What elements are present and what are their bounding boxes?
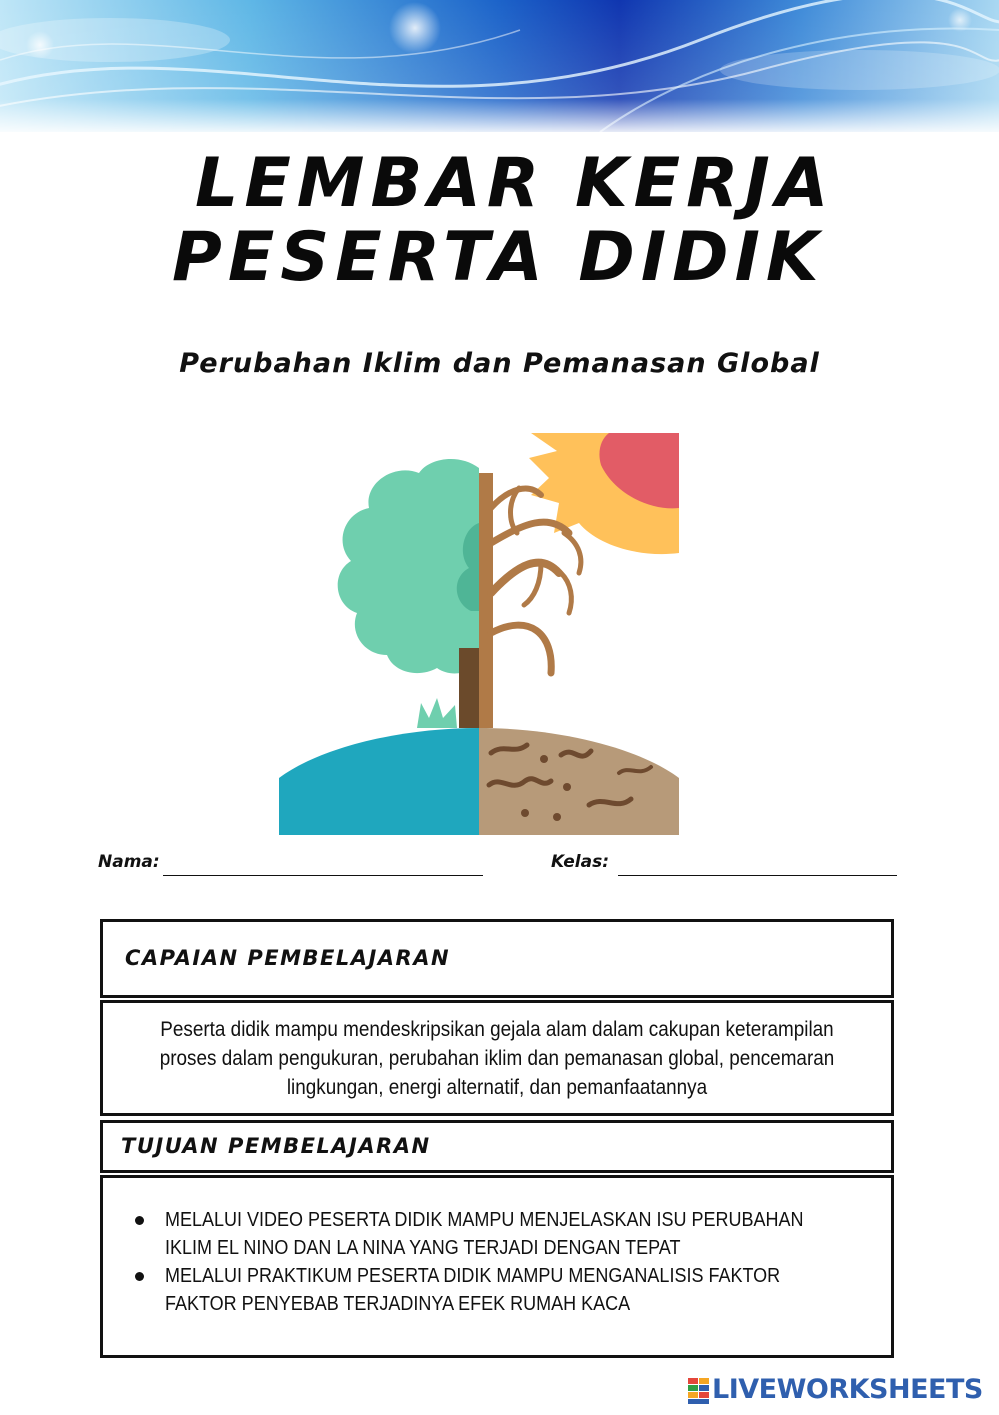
tujuan-item-text: MELALUI VIDEO PESERTA DIDIK MAMPU MENJELASKAN ISU PERUBAHAN IKLIM EL NINO DAN LA NINA YANG TERJADI DENGAN TEPAT xyxy=(165,1209,804,1259)
banner-background xyxy=(0,0,999,132)
capaian-content-box xyxy=(100,1000,894,1116)
bullet-icon xyxy=(135,1216,144,1225)
capaian-heading: CAPAIAN PEMBELAJARAN xyxy=(125,946,451,970)
title-line-1: LEMBAR KERJA xyxy=(195,144,835,223)
tujuan-content-box xyxy=(100,1175,894,1358)
tujuan-heading: TUJUAN PEMBELAJARAN xyxy=(121,1134,431,1158)
tujuan-heading-box xyxy=(100,1120,894,1173)
brand-name: LIVEWORKSHEETS xyxy=(712,1374,983,1405)
tujuan-item-text: MELALUI PRAKTIKUM PESERTA DIDIK MAMPU MENGANALISIS FAKTOR FAKTOR PENYEBAB TERJADINYA EFEK RUMAH KACA xyxy=(165,1265,781,1315)
capaian-text: Peserta didik mampu mendeskripsikan gejala alam dalam cakupan keterampilan proses dalam pengukuran, perubahan iklim dan pemanasan global, pencemaran lingkungan, energi alternatif, dan pemanfaatannya xyxy=(159,1018,835,1099)
header-banner xyxy=(0,0,999,132)
capaian-heading-box xyxy=(100,919,894,998)
title-line-2: PESERTA DIDIK xyxy=(172,218,825,297)
name-input-line[interactable] xyxy=(163,875,483,876)
bullet-icon xyxy=(135,1272,144,1281)
tujuan-list xyxy=(133,1206,873,1318)
list-item xyxy=(133,1262,873,1318)
class-input-line[interactable] xyxy=(618,875,897,876)
half-green-half-dry-tree-icon xyxy=(279,433,679,835)
class-label: Kelas: xyxy=(551,852,609,872)
climate-illustration xyxy=(279,433,679,835)
page-subtitle: Perubahan Iklim dan Pemanasan Global xyxy=(179,348,820,379)
liveworksheets-logo-icon xyxy=(688,1378,710,1404)
name-label: Nama: xyxy=(98,852,160,872)
list-item xyxy=(133,1206,873,1262)
